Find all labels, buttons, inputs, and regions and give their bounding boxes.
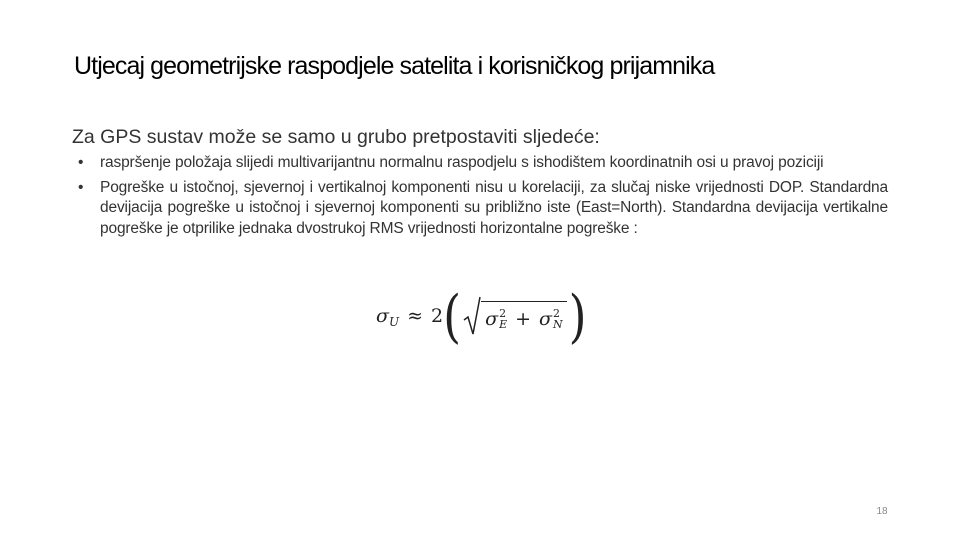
formula-term2-indices bbox=[553, 308, 563, 330]
formula-relation: ≈ bbox=[407, 305, 424, 327]
formula-close-paren: ) bbox=[568, 282, 587, 350]
formula-factor: 2 bbox=[431, 305, 444, 327]
formula-plus: + bbox=[515, 308, 532, 330]
formula bbox=[376, 282, 587, 350]
bullet-list bbox=[72, 153, 888, 239]
lead-paragraph: Za GPS sustav može se samo u grubo pretpostaviti sljedeće: bbox=[72, 126, 600, 148]
formula-term2-subscript: N bbox=[553, 318, 563, 331]
formula-radicand bbox=[481, 301, 567, 330]
formula-term-north bbox=[539, 308, 563, 330]
page-number: 18 bbox=[876, 506, 888, 517]
formula-term1-superscript: 2 bbox=[499, 307, 507, 320]
slide-title: Utjecaj geometrijske raspodjele satelita i korisničkog prijamnika bbox=[74, 52, 715, 80]
formula-lhs-subscript: U bbox=[388, 315, 400, 329]
formula-term2-symbol: σ bbox=[539, 308, 552, 330]
formula-lhs-symbol: σ bbox=[376, 305, 389, 327]
formula-term1-subscript: E bbox=[499, 318, 508, 331]
bullet-marker-icon: • bbox=[78, 178, 84, 196]
slide-body bbox=[72, 124, 888, 243]
formula-open-paren: ( bbox=[443, 282, 462, 350]
bullet-marker-icon: • bbox=[78, 154, 84, 171]
bullet-item-1 bbox=[72, 153, 888, 174]
formula-term1-symbol: σ bbox=[485, 308, 499, 330]
formula-term1-indices bbox=[499, 308, 507, 330]
formula-term2-superscript: 2 bbox=[553, 307, 560, 320]
bullet-text-2: Pogreške u istočnoj, sjevernoj i vertikalnoj komponenti nisu u korelaciji, za slučaj niske vrijednosti DOP. Standardna devijacija pogreške u istočnoj i sjevernoj komponenti su približno iste (East=North). Standardna devijacija vertikalne pogreške je otprilike jednaka dvostrukoj RMS vrijednosti horizontalne pogreške : bbox=[100, 178, 888, 237]
bullet-item-2 bbox=[72, 178, 888, 240]
formula-square-root bbox=[463, 296, 567, 336]
bullet-text-1: raspršenje položaja slijedi multivarijantnu normalnu raspodjelu s ishodištem koordinatnih osi u pravoj poziciji bbox=[100, 154, 824, 171]
radical-sign-icon bbox=[463, 296, 481, 336]
formula-term-east bbox=[485, 308, 507, 330]
